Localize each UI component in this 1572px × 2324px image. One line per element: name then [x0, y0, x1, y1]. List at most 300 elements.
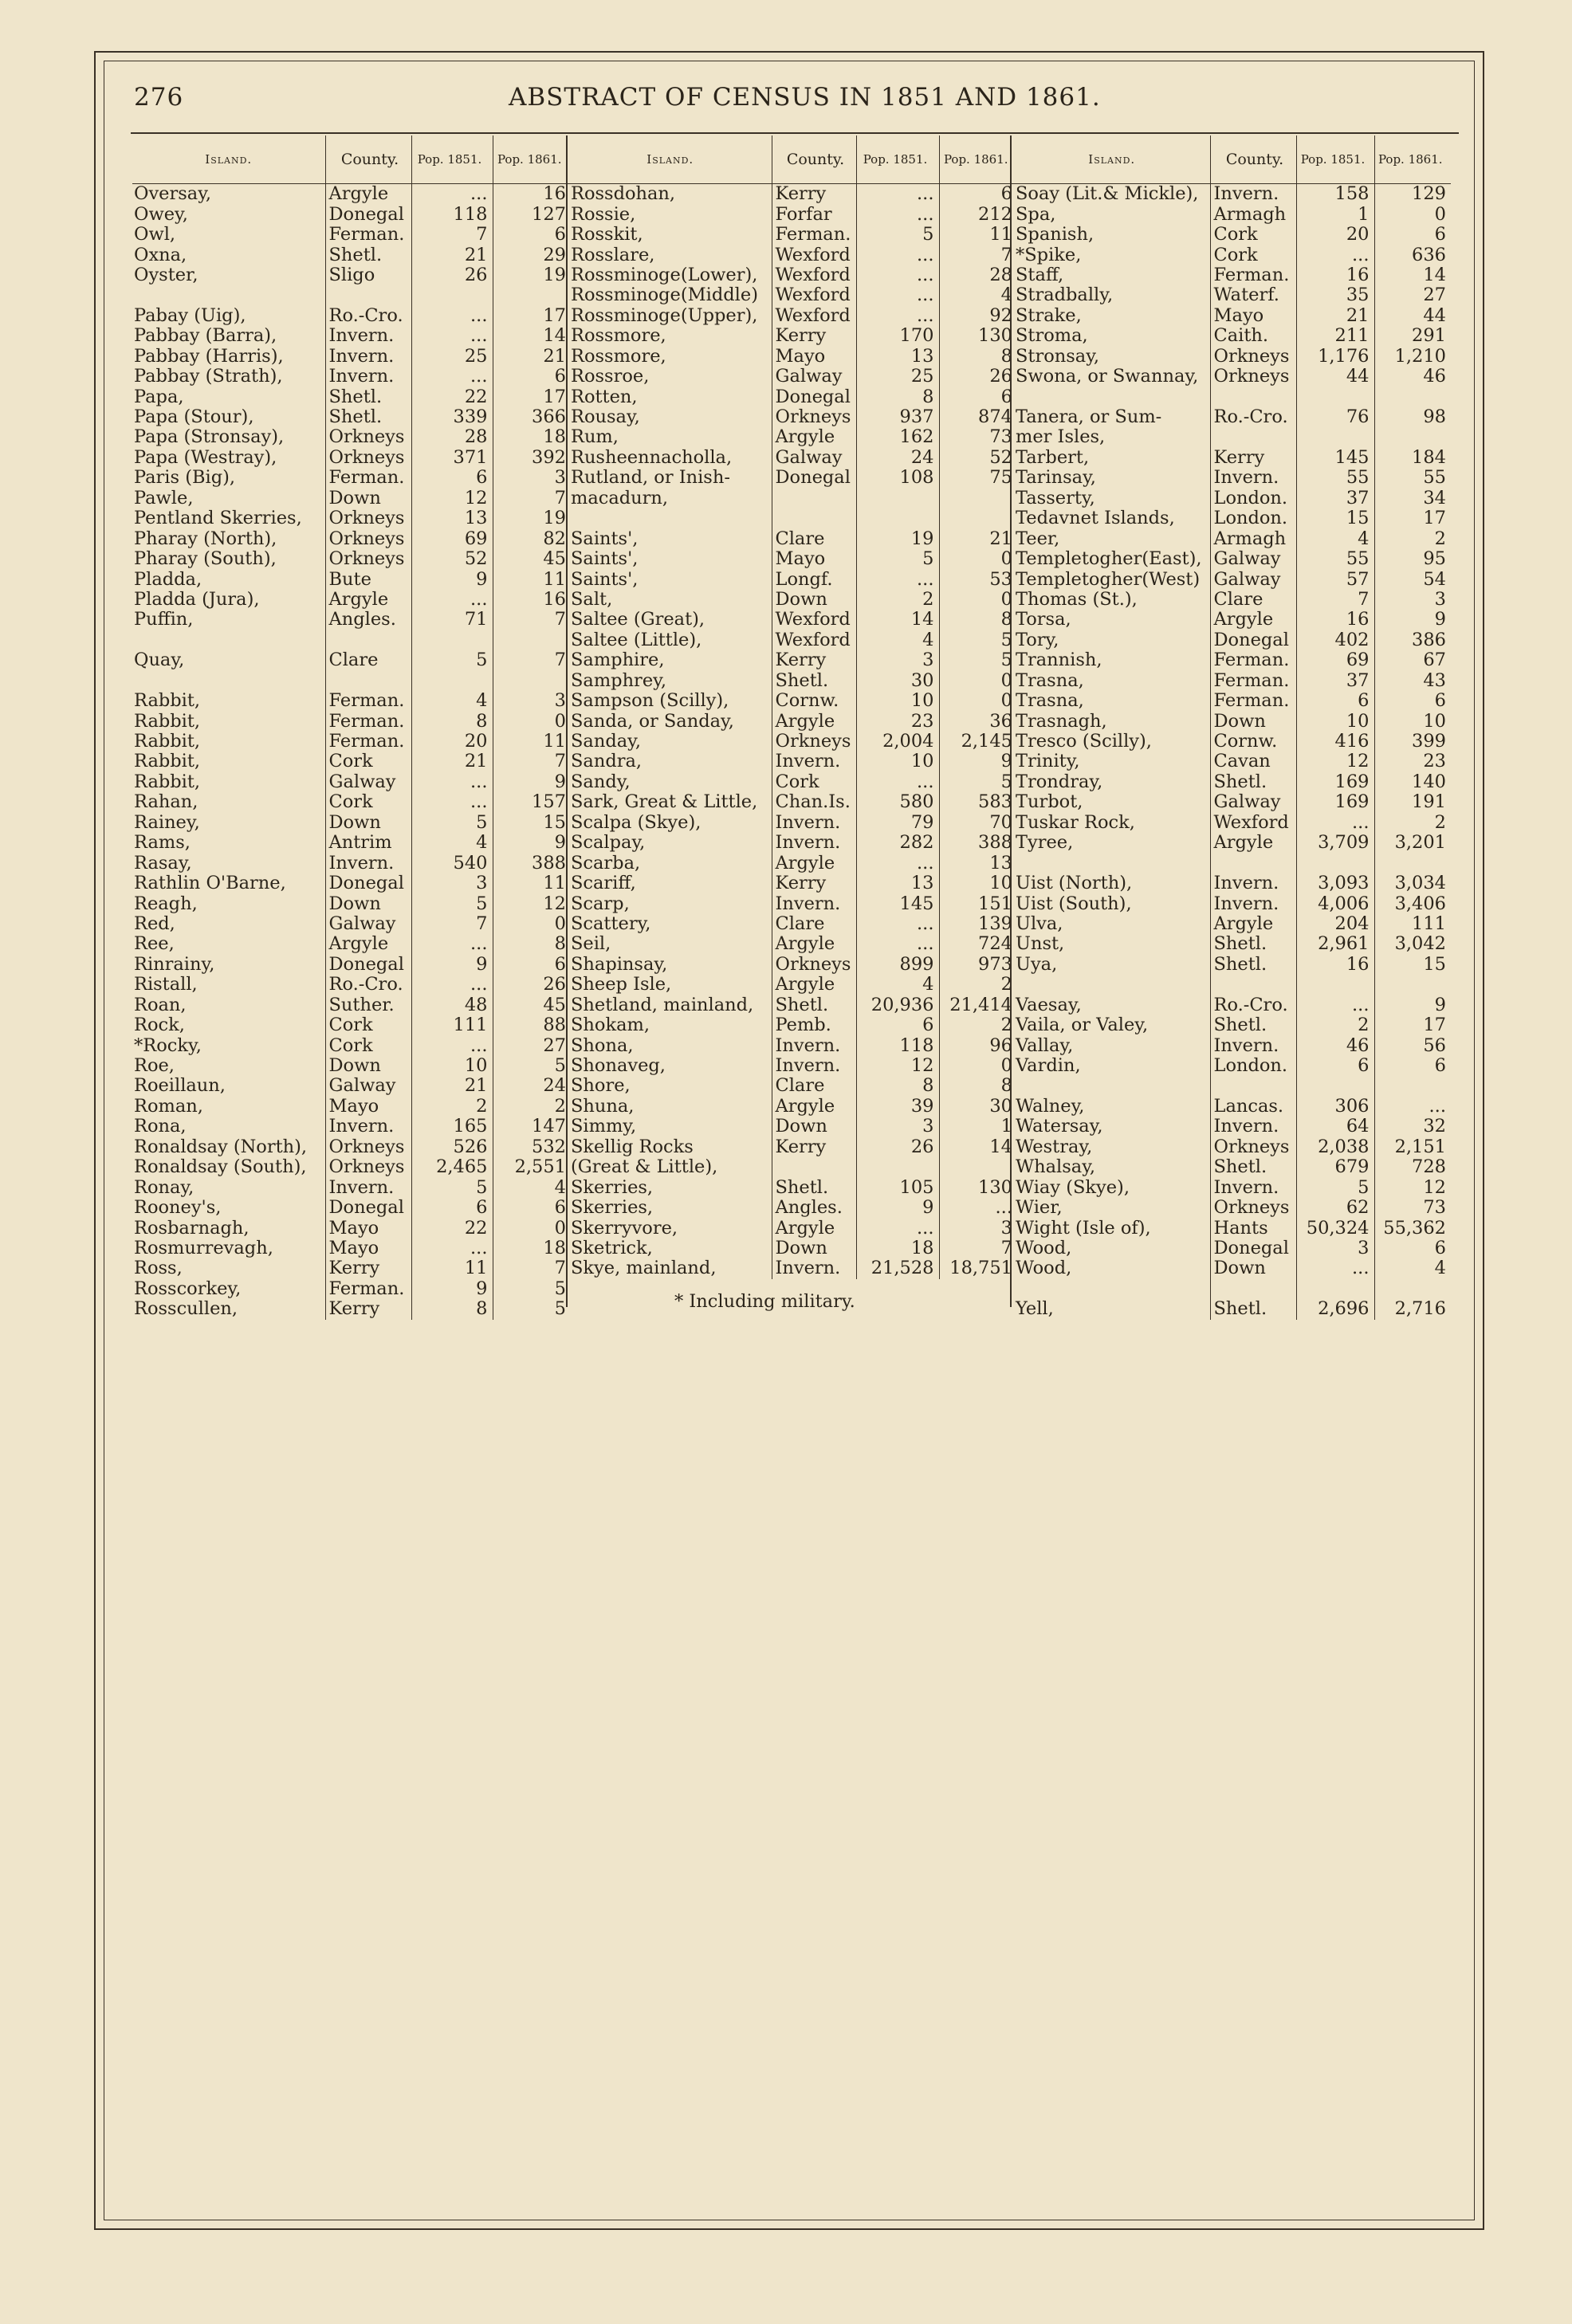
pop-1851: ... — [856, 1218, 939, 1238]
island-name — [1014, 853, 1210, 873]
pop-1851: 2 — [411, 1097, 493, 1117]
panel-divider — [1010, 135, 1012, 1307]
table-row — [132, 489, 571, 508]
county-name: Orkneys — [325, 508, 411, 528]
island-name: Ristall, — [134, 975, 198, 995]
pop-1851: 16 — [1296, 610, 1374, 630]
county-name: Invern. — [1210, 873, 1296, 893]
pop-1851: 21 — [411, 752, 493, 771]
island-name: Uya, — [1016, 954, 1058, 975]
pop-1861: 386 — [1374, 630, 1451, 650]
pop-1861: 73 — [1374, 1198, 1451, 1218]
county-name: Invern. — [772, 752, 856, 771]
county-name: Orkneys — [325, 528, 411, 548]
island-name: Rock, — [134, 1015, 185, 1036]
pop-1851: ... — [856, 184, 939, 205]
pop-1861: 26 — [493, 975, 571, 995]
county-name: Lancas. — [1210, 1097, 1296, 1117]
island-name: Tyree, — [1016, 833, 1074, 854]
table-row — [132, 306, 571, 326]
table-row — [132, 1279, 571, 1299]
pop-1861: 9 — [939, 752, 1017, 771]
column-header-pop-1851: Pop. 1851. — [856, 135, 939, 184]
table-header-row — [569, 135, 1017, 184]
table-row — [569, 1218, 1017, 1238]
pop-1861: 4 — [1374, 1258, 1451, 1278]
county-name: Mayo — [325, 1097, 411, 1117]
column-header-island: Island. — [569, 135, 772, 184]
pop-1861: 24 — [493, 1076, 571, 1096]
island-name: Pabbay (Barra), — [134, 326, 277, 347]
island-name: Torsa, — [1016, 610, 1071, 630]
island-name: Paris (Big), — [134, 468, 236, 489]
island-name: Templetogher(West) — [1016, 569, 1201, 590]
pop-1851: 8 — [856, 1076, 939, 1096]
island-name: Pabbay (Harris), — [134, 346, 284, 367]
island-name: mer Isles, — [1016, 427, 1106, 448]
pop-1851: 2,004 — [856, 732, 939, 752]
county-name: Invern. — [772, 1035, 856, 1055]
pop-1861: 4 — [493, 1177, 571, 1197]
county-name: Galway — [325, 914, 411, 934]
county-name: Angles. — [325, 610, 411, 630]
pop-1861: 111 — [1374, 914, 1451, 934]
table-row — [569, 893, 1017, 913]
county-name: Argyle — [772, 427, 856, 447]
county-name: Cork — [772, 772, 856, 792]
pop-1861: 9 — [1374, 995, 1451, 1015]
island-name: *Rocky, — [134, 1035, 202, 1056]
table-row — [1014, 711, 1451, 731]
county-name: Ro.-Cro. — [1210, 407, 1296, 427]
pop-1861: 5 — [939, 650, 1017, 670]
table-row — [1014, 650, 1451, 670]
table-header-row — [132, 135, 571, 184]
pop-1861: 32 — [1374, 1117, 1451, 1136]
table-row — [1014, 1239, 1451, 1258]
pop-1861: 23 — [1374, 752, 1451, 771]
county-name: Angles. — [772, 1198, 856, 1218]
county-name: Chan.Is. — [772, 792, 856, 812]
county-name: Mayo — [772, 549, 856, 569]
pop-1861: 636 — [1374, 245, 1451, 265]
pop-1851: 162 — [856, 427, 939, 447]
pop-1851: ... — [411, 792, 493, 812]
pop-1851: 6 — [411, 468, 493, 488]
island-name: Rooney's, — [134, 1197, 222, 1219]
county-name: Argyle — [772, 975, 856, 995]
pop-1861: 874 — [939, 407, 1017, 427]
county-name: Donegal — [325, 204, 411, 224]
pop-1861: 2,145 — [939, 732, 1017, 752]
table-row — [1014, 1076, 1451, 1096]
pop-1851: ... — [411, 326, 493, 346]
pop-1851: ... — [411, 772, 493, 792]
island-name: Ronaldsay (South), — [134, 1157, 307, 1178]
table-row — [569, 975, 1017, 995]
island-name: Scalpa (Skye), — [571, 812, 702, 833]
table-row — [132, 934, 571, 954]
pop-1851: 10 — [856, 752, 939, 771]
island-name: Rabbit, — [134, 731, 201, 752]
table-row — [569, 711, 1017, 731]
county-name: Ro.-Cro. — [325, 306, 411, 326]
county-name: Wexford — [772, 630, 856, 650]
county-name: Galway — [1210, 549, 1296, 569]
island-name: Seil, — [571, 934, 611, 955]
county-name: Longf. — [772, 569, 856, 589]
county-name: Invern. — [325, 1117, 411, 1136]
island-name: Vaila, or Valey, — [1016, 1015, 1149, 1036]
table-row — [1014, 671, 1451, 691]
pop-1851: 39 — [856, 1097, 939, 1117]
island-name: Trasna, — [1016, 670, 1084, 691]
pop-1851: 79 — [856, 813, 939, 833]
pop-1851: 580 — [856, 792, 939, 812]
table-row — [132, 285, 571, 305]
pop-1861: 1 — [939, 1117, 1017, 1136]
pop-1851: 4 — [411, 691, 493, 711]
island-name: Papa, — [134, 387, 184, 407]
pop-1851: 21 — [1296, 306, 1374, 326]
pop-1851: 6 — [1296, 691, 1374, 711]
island-name — [1014, 1279, 1210, 1299]
table-row — [132, 427, 571, 447]
table-row — [1014, 813, 1451, 833]
table-row — [1014, 427, 1451, 447]
pop-1861: 29 — [493, 245, 571, 265]
county-name: Argyle — [325, 934, 411, 954]
column-header-pop-1851: Pop. 1851. — [1296, 135, 1374, 184]
pop-1861: 0 — [939, 671, 1017, 691]
pop-1861: 724 — [939, 934, 1017, 954]
table-row — [1014, 245, 1451, 265]
pop-1861: 127 — [493, 204, 571, 224]
table-row — [569, 1198, 1017, 1218]
pop-1861: 5 — [939, 630, 1017, 650]
pop-1851: 50,324 — [1296, 1218, 1374, 1238]
pop-1861: 98 — [1374, 407, 1451, 427]
pop-1861: 36 — [939, 711, 1017, 731]
table-row — [1014, 934, 1451, 954]
pop-1851: 169 — [1296, 772, 1374, 792]
table-row — [132, 671, 571, 691]
county-name: Down — [325, 489, 411, 508]
table-row — [132, 650, 571, 670]
county-name: Wexford — [1210, 813, 1296, 833]
island-name: Tory, — [1016, 630, 1059, 650]
pop-1861: 52 — [939, 448, 1017, 468]
table-row — [1014, 1258, 1451, 1278]
pop-1851: 30 — [856, 671, 939, 691]
table-row — [132, 893, 571, 913]
county-name: Kerry — [325, 1258, 411, 1278]
pop-1851: 13 — [856, 873, 939, 893]
pop-1851: ... — [411, 184, 493, 205]
island-name: Rosslare, — [571, 245, 655, 265]
pop-1861: 17 — [1374, 508, 1451, 528]
table-row — [1014, 873, 1451, 893]
table-row — [1014, 367, 1451, 387]
page-header — [134, 78, 1465, 123]
table-row — [132, 1117, 571, 1136]
table-row — [132, 326, 571, 346]
county-name: Hants — [1210, 1218, 1296, 1238]
island-name — [569, 508, 772, 528]
county-name: Waterf. — [1210, 285, 1296, 305]
county-name: Invern. — [772, 1258, 856, 1278]
table-row — [569, 691, 1017, 711]
island-name: Salt, — [571, 589, 613, 610]
pop-1861: 184 — [1374, 448, 1451, 468]
county-name: Shetl. — [772, 671, 856, 691]
pop-1851: 204 — [1296, 914, 1374, 934]
county-name: Ferman. — [325, 711, 411, 731]
pop-1851: 26 — [411, 265, 493, 285]
pop-1851: 37 — [1296, 671, 1374, 691]
census-table — [569, 135, 1017, 1279]
pop-1851: 1 — [1296, 204, 1374, 224]
island-name: Rossminoge(Middle) — [571, 285, 758, 306]
island-name: Papa (Stronsay), — [134, 427, 285, 448]
table-row — [1014, 1218, 1451, 1238]
panel-divider — [566, 135, 568, 1307]
pop-1851: ... — [411, 934, 493, 954]
pop-1861: 12 — [1374, 1177, 1451, 1197]
table-row — [132, 448, 571, 468]
table-row — [569, 528, 1017, 548]
column-header-pop-1861: Pop. 1861. — [493, 135, 571, 184]
island-name: Saints', — [571, 569, 639, 590]
county-name: Argyle — [772, 1218, 856, 1238]
county-name — [1210, 387, 1296, 406]
island-name: Shonaveg, — [571, 1055, 666, 1077]
table-row — [1014, 975, 1451, 995]
table-row — [569, 1137, 1017, 1157]
pop-1851: ... — [856, 265, 939, 285]
county-name: Galway — [325, 1076, 411, 1096]
column-header-county: County. — [325, 135, 411, 184]
pop-1861: 6 — [1374, 1056, 1451, 1076]
pop-1851: ... — [411, 1239, 493, 1258]
pop-1861 — [493, 630, 571, 650]
pop-1851: 2,696 — [1296, 1299, 1374, 1319]
county-name: Shetl. — [325, 387, 411, 406]
island-name: Templetogher(East), — [1016, 548, 1202, 570]
pop-1851: 28 — [411, 427, 493, 447]
island-name: Rabbit, — [134, 690, 201, 712]
table-row — [569, 1157, 1017, 1177]
county-name: London. — [1210, 508, 1296, 528]
pop-1851: 7 — [411, 914, 493, 934]
pop-1861: 14 — [939, 1137, 1017, 1157]
county-name: London. — [1210, 489, 1296, 508]
pop-1861: 6 — [939, 387, 1017, 406]
island-name: Rathlin O'Barne, — [134, 873, 286, 894]
pop-1851: 165 — [411, 1117, 493, 1136]
pop-1851: 3,093 — [1296, 873, 1374, 893]
pop-1851: 5 — [411, 893, 493, 913]
table-row — [132, 853, 571, 873]
island-name: Owey, — [134, 204, 188, 225]
county-name: Shetl. — [772, 995, 856, 1015]
pop-1861: 26 — [939, 367, 1017, 387]
island-name: Rossminoge(Lower), — [571, 265, 758, 285]
island-name: Scariff, — [571, 873, 636, 894]
table-row — [1014, 630, 1451, 650]
pop-1851: 5 — [856, 225, 939, 245]
pop-1861: 9 — [493, 772, 571, 792]
county-name: Ferman. — [325, 1279, 411, 1299]
pop-1861: 2 — [939, 1015, 1017, 1035]
island-name: Pharay (South), — [134, 548, 277, 570]
island-name: Sheep Isle, — [571, 975, 672, 995]
pop-1851: 5 — [1296, 1177, 1374, 1197]
county-name: Down — [325, 893, 411, 913]
island-name: Samphrey, — [571, 670, 667, 691]
county-name: Antrim — [325, 833, 411, 853]
pop-1861: 67 — [1374, 650, 1451, 670]
county-name: Cork — [325, 792, 411, 812]
county-name: Galway — [1210, 569, 1296, 589]
table-row — [569, 204, 1017, 224]
island-name: Vardin, — [1016, 1055, 1081, 1077]
island-name: Tedavnet Islands, — [1016, 508, 1175, 529]
table-row — [569, 873, 1017, 893]
pop-1861: 21,414 — [939, 995, 1017, 1015]
table-row — [569, 569, 1017, 589]
pop-1861: 95 — [1374, 549, 1451, 569]
pop-1861: 82 — [493, 528, 571, 548]
county-name: Invern. — [1210, 893, 1296, 913]
island-name: Tuskar Rock, — [1016, 812, 1135, 833]
table-row — [1014, 407, 1451, 427]
pop-1851: 55 — [1296, 468, 1374, 488]
island-name: Tasserty, — [1016, 488, 1095, 508]
pop-1851: 211 — [1296, 326, 1374, 346]
table-row — [569, 367, 1017, 387]
table-row — [1014, 1035, 1451, 1055]
island-name: Rotten, — [571, 387, 638, 407]
island-name: Wood, — [1016, 1258, 1072, 1279]
column-header-county: County. — [1210, 135, 1296, 184]
pop-1861: 8 — [939, 610, 1017, 630]
county-name: Invern. — [325, 1177, 411, 1197]
county-name: Shetl. — [772, 1177, 856, 1197]
island-name: Quay, — [134, 650, 185, 671]
island-name: Yell, — [1016, 1299, 1054, 1320]
pop-1851: 5 — [856, 549, 939, 569]
county-name: Ferman. — [1210, 265, 1296, 285]
island-name: Shokam, — [571, 1015, 650, 1036]
table-row — [1014, 995, 1451, 1015]
table-row — [132, 1177, 571, 1197]
county-name: Invern. — [772, 893, 856, 913]
county-name: Ro.-Cro. — [325, 975, 411, 995]
county-name: Shetl. — [1210, 1299, 1296, 1319]
pop-1851: 9 — [411, 1279, 493, 1299]
county-name: Mayo — [772, 347, 856, 367]
pop-1851: 69 — [1296, 650, 1374, 670]
county-name: Down — [772, 1239, 856, 1258]
county-name: Cornw. — [1210, 732, 1296, 752]
county-name: Kerry — [1210, 448, 1296, 468]
island-name: Turbot, — [1016, 792, 1083, 813]
county-name: Orkneys — [325, 1157, 411, 1177]
county-name: Ferman. — [325, 468, 411, 488]
pop-1861: 1,210 — [1374, 347, 1451, 367]
pop-1861: 0 — [493, 711, 571, 731]
pop-1861: 129 — [1374, 184, 1451, 205]
pop-1861: 54 — [1374, 569, 1451, 589]
county-name: Orkneys — [772, 732, 856, 752]
island-name: Rosscullen, — [134, 1299, 238, 1320]
table-row — [569, 1056, 1017, 1076]
pop-1851: 35 — [1296, 285, 1374, 305]
pop-1861: 388 — [939, 833, 1017, 853]
pop-1851: 15 — [1296, 508, 1374, 528]
county-name — [1210, 1076, 1296, 1096]
island-name: Rainey, — [134, 812, 200, 833]
pop-1861: 2,716 — [1374, 1299, 1451, 1319]
pop-1851: 416 — [1296, 732, 1374, 752]
table-row — [132, 528, 571, 548]
table-row — [132, 873, 571, 893]
pop-1861: 0 — [493, 1218, 571, 1238]
county-name: Ferman. — [772, 225, 856, 245]
table-row — [132, 347, 571, 367]
table-row — [569, 772, 1017, 792]
pop-1851: 937 — [856, 407, 939, 427]
pop-1851: 9 — [856, 1198, 939, 1218]
island-name: Pabbay (Strath), — [134, 366, 283, 387]
pop-1851: ... — [1296, 245, 1374, 265]
island-name: Pladda, — [134, 569, 202, 590]
island-name: Rams, — [134, 833, 191, 854]
island-name: Saints', — [571, 528, 639, 549]
table-row — [569, 427, 1017, 447]
pop-1861: ... — [1374, 1097, 1451, 1117]
county-name: Kerry — [772, 873, 856, 893]
table-row — [569, 732, 1017, 752]
county-name: Invern. — [772, 813, 856, 833]
pop-1851 — [1296, 1279, 1374, 1299]
pop-1851: ... — [411, 367, 493, 387]
table-row — [569, 955, 1017, 975]
table-row — [132, 590, 571, 610]
pop-1861: 5 — [939, 772, 1017, 792]
pop-1851: 14 — [856, 610, 939, 630]
pop-1851: 306 — [1296, 1097, 1374, 1117]
pop-1861: 6 — [1374, 1239, 1451, 1258]
pop-1861: 151 — [939, 893, 1017, 913]
county-name: Ferman. — [325, 732, 411, 752]
county-name — [325, 630, 411, 650]
county-name: Caith. — [1210, 326, 1296, 346]
island-name: Trasna, — [1016, 690, 1084, 712]
island-name: Ree, — [134, 934, 175, 955]
pop-1851: ... — [856, 914, 939, 934]
pop-1851: ... — [1296, 813, 1374, 833]
table-row — [569, 225, 1017, 245]
island-name: Oversay, — [134, 183, 212, 205]
table-row — [132, 1035, 571, 1055]
pop-1851: 2,038 — [1296, 1137, 1374, 1157]
pop-1861: 19 — [493, 265, 571, 285]
county-name: Down — [1210, 711, 1296, 731]
table-row — [132, 1218, 571, 1238]
county-name: Shetl. — [1210, 955, 1296, 975]
